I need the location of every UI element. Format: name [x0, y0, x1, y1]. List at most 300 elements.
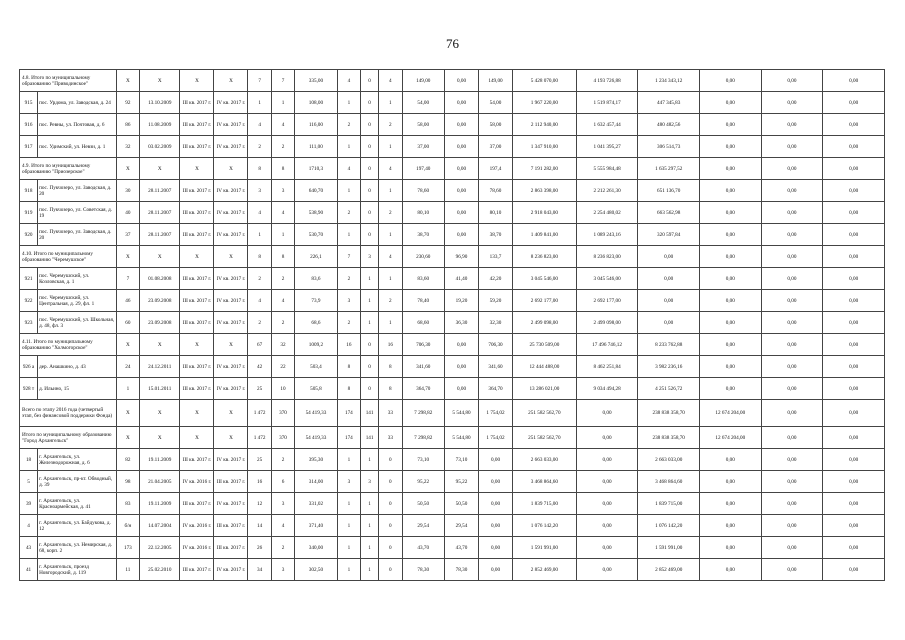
table-cell: X	[140, 70, 180, 92]
table-cell: 0	[379, 515, 402, 537]
table-cell: 2	[337, 312, 360, 334]
table-cell: 0,00	[761, 246, 823, 268]
table-cell: 530,70	[295, 224, 338, 246]
table-cell: 0,00	[761, 180, 823, 202]
table-cell: 0,00	[823, 427, 885, 449]
table-cell: X	[116, 400, 139, 427]
table-cell: 2	[271, 268, 294, 290]
table-cell: 43	[20, 537, 38, 559]
table-cell: 0,00	[638, 268, 700, 290]
table-cell: 370	[271, 400, 294, 427]
table-cell: 40	[116, 202, 139, 224]
table-cell: 28.11.2007	[140, 180, 180, 202]
table-cell: 0,00	[823, 515, 885, 537]
table-cell: 238 838 358,70	[638, 427, 700, 449]
table-cell: 0,00	[823, 136, 885, 158]
table-cell: III кв. 2017 г.	[180, 493, 214, 515]
table-cell: 0	[361, 356, 379, 378]
table-cell: 1 591 991,00	[638, 537, 700, 559]
table-cell: 920	[20, 224, 38, 246]
table-cell: б/н	[116, 515, 139, 537]
table-cell: 34	[248, 559, 271, 581]
table-cell: 1 754,02	[479, 427, 513, 449]
table-cell: 0,00	[479, 559, 513, 581]
table-cell: 22	[271, 356, 294, 378]
table-cell: 1	[116, 378, 139, 400]
table-cell: 1	[271, 92, 294, 114]
table-cell: 39	[20, 493, 38, 515]
table-cell: 4 251 526,72	[638, 378, 700, 400]
table-cell: 335,00	[295, 70, 338, 92]
table-cell: 25	[248, 378, 271, 400]
table-cell: 25.02.2010	[140, 559, 180, 581]
table-cell: 2	[379, 290, 402, 312]
table-cell: 43,70	[445, 537, 479, 559]
table-cell: 1	[361, 268, 379, 290]
table-cell: 17 496 746,12	[576, 334, 638, 356]
subtotal-label: Всего по этапу 2016 года (четвертый этап, без финансовой поддержки Фонда)	[20, 400, 117, 427]
table-cell: 1	[337, 493, 360, 515]
table-cell: 38,70	[402, 224, 445, 246]
table-cell: 50,50	[445, 493, 479, 515]
table-cell: 0,00	[479, 471, 513, 493]
table-cell: г. Архангельск, пр-кт. Обводный, д. 39	[38, 471, 117, 493]
table-cell: 83	[116, 493, 139, 515]
table-cell: 2	[248, 268, 271, 290]
table-cell: 0,00	[700, 537, 762, 559]
table-cell: 2	[337, 202, 360, 224]
table-cell: 916	[20, 114, 38, 136]
table-cell: 2 212 261,30	[576, 180, 638, 202]
table-cell: 133,7	[479, 246, 513, 268]
table-cell: 111,00	[295, 136, 338, 158]
table-cell: 0,00	[761, 114, 823, 136]
table-cell: 0	[361, 114, 379, 136]
table-cell: 0,00	[700, 290, 762, 312]
table-cell: 0,00	[445, 180, 479, 202]
table-cell: 0,00	[479, 449, 513, 471]
table-cell: 0,00	[445, 224, 479, 246]
table-cell: 2	[271, 136, 294, 158]
table-cell: 10	[271, 378, 294, 400]
resettlement-table	[19, 69, 885, 581]
table-row	[20, 202, 885, 224]
table-cell: пос. Пукчозеро, ул. Заводская, д. 20	[38, 224, 117, 246]
table-cell: 32	[116, 136, 139, 158]
table-cell: 197,40	[402, 158, 445, 180]
table-cell: 1	[337, 449, 360, 471]
table-cell: 16	[248, 471, 271, 493]
table-cell: 25	[248, 449, 271, 471]
table-cell: III кв. 2017 г.	[180, 312, 214, 334]
table-cell: 1	[361, 559, 379, 581]
table-cell: 5 555 984,48	[576, 158, 638, 180]
table-cell: 78,60	[402, 180, 445, 202]
table-cell: 24.12.2011	[140, 356, 180, 378]
table-cell: 15.01.2011	[140, 378, 180, 400]
table-cell: 0,00	[823, 493, 885, 515]
table-cell: 1 754,02	[479, 400, 513, 427]
table-cell: 5	[20, 471, 38, 493]
table-cell: 73,9	[295, 290, 338, 312]
table-cell: 86	[116, 114, 139, 136]
table-cell: 2	[271, 312, 294, 334]
table-cell: 0,00	[823, 471, 885, 493]
table-cell: 251 582 562,70	[513, 400, 577, 427]
table-cell: 0,00	[823, 559, 885, 581]
table-cell: 0,00	[445, 70, 479, 92]
table-cell: 58,00	[402, 114, 445, 136]
table-cell: 0,00	[576, 515, 638, 537]
table-cell: 0,00	[761, 70, 823, 92]
table-cell: 0,00	[761, 378, 823, 400]
table-cell: 8	[248, 246, 271, 268]
table-cell: 2 692 177,00	[513, 290, 577, 312]
table-cell: 922	[20, 290, 38, 312]
table-cell: 37	[116, 224, 139, 246]
table-cell: 3	[248, 180, 271, 202]
table-cell: 37,00	[479, 136, 513, 158]
table-row	[20, 136, 885, 158]
table-cell: 0,00	[445, 378, 479, 400]
table-cell: пос. Ревны, ул. Почтовая, д. 6	[38, 114, 117, 136]
table-cell: 371,40	[295, 515, 338, 537]
table-cell: 0,00	[761, 400, 823, 427]
table-cell: 4	[379, 70, 402, 92]
table-cell: 0,00	[700, 515, 762, 537]
table-cell: 538,90	[295, 202, 338, 224]
table-cell: X	[140, 158, 180, 180]
table-row	[20, 378, 885, 400]
table-cell: 238 838 358,70	[638, 400, 700, 427]
table-cell: 73,10	[402, 449, 445, 471]
table-cell: 58,00	[479, 114, 513, 136]
table-cell: 4	[271, 202, 294, 224]
table-cell: 12	[248, 493, 271, 515]
table-cell: 174	[337, 400, 360, 427]
table-cell: 0,00	[823, 449, 885, 471]
table-cell: 0,00	[700, 268, 762, 290]
subtotal-row	[20, 158, 885, 180]
table-cell: X	[180, 70, 214, 92]
subtotal-row	[20, 400, 885, 427]
table-cell: 32,30	[479, 312, 513, 334]
table-row	[20, 449, 885, 471]
table-cell: 2 663 033,00	[513, 449, 577, 471]
table-cell: 1	[337, 559, 360, 581]
table-cell: 0,00	[761, 356, 823, 378]
table-cell: 22.12.2005	[140, 537, 180, 559]
table-cell: 251 582 562,70	[513, 427, 577, 449]
subtotal-row	[20, 70, 885, 92]
table-cell: 0,00	[761, 312, 823, 334]
table-row	[20, 515, 885, 537]
table-cell: 3	[271, 180, 294, 202]
table-cell: 1	[361, 515, 379, 537]
table-cell: 7 298,82	[402, 400, 445, 427]
subtotal-label: 4.10. Итого по муниципальному образованию "Черемушское"	[20, 246, 117, 268]
table-cell: 19.11.2009	[140, 449, 180, 471]
table-cell: 0	[379, 471, 402, 493]
table-cell: 5 544,80	[445, 400, 479, 427]
table-cell: 0,00	[823, 268, 885, 290]
subtotal-row	[20, 334, 885, 356]
table-cell: 0,00	[823, 114, 885, 136]
table-cell: 0,00	[700, 202, 762, 224]
table-cell: 4	[248, 114, 271, 136]
table-cell: 0,00	[638, 246, 700, 268]
table-cell: 38,70	[479, 224, 513, 246]
table-cell: 1 839 715,00	[638, 493, 700, 515]
table-cell: 4	[379, 246, 402, 268]
table-cell: 1	[337, 537, 360, 559]
table-cell: 0,00	[700, 378, 762, 400]
table-cell: III кв. 2017 г.	[180, 202, 214, 224]
table-cell: IV кв. 2017 г.	[214, 136, 248, 158]
table-cell: 12 444 488,00	[513, 356, 577, 378]
table-cell: 1 041 395,27	[576, 136, 638, 158]
table-cell: III кв. 2017 г.	[180, 114, 214, 136]
table-cell: 1	[271, 224, 294, 246]
table-cell: III кв. 2017 г.	[180, 559, 214, 581]
table-cell: 29,54	[402, 515, 445, 537]
table-cell: 1 076 142,20	[638, 515, 700, 537]
table-row	[20, 356, 885, 378]
table-cell: 2	[337, 268, 360, 290]
table-cell: 54 419,33	[295, 400, 338, 427]
table-cell: 0,00	[445, 334, 479, 356]
table-cell: 1	[361, 449, 379, 471]
table-cell: 0,00	[823, 378, 885, 400]
table-cell: 0	[379, 559, 402, 581]
table-cell: 1 409 841,00	[513, 224, 577, 246]
table-cell: 108,00	[295, 92, 338, 114]
table-cell: X	[180, 334, 214, 356]
table-cell: 14	[248, 515, 271, 537]
table-cell: III кв. 2017 г.	[214, 515, 248, 537]
table-cell: 1	[337, 224, 360, 246]
table-cell: 0,00	[761, 471, 823, 493]
table-cell: III кв. 2017 г.	[180, 180, 214, 202]
table-cell: X	[214, 70, 248, 92]
table-cell: 7	[248, 70, 271, 92]
table-cell: 21.04.2005	[140, 471, 180, 493]
table-cell: 0,00	[700, 471, 762, 493]
table-cell: 302,50	[295, 559, 338, 581]
table-cell: 1	[337, 92, 360, 114]
table-cell: 0,00	[823, 334, 885, 356]
table-cell: 8 236 823,00	[576, 246, 638, 268]
table-row	[20, 493, 885, 515]
table-cell: III кв. 2017 г.	[180, 290, 214, 312]
table-cell: 2	[337, 114, 360, 136]
table-cell: 32	[271, 334, 294, 356]
table-cell: 0,00	[479, 537, 513, 559]
table-cell: 1 632 457,44	[576, 114, 638, 136]
table-cell: 0,00	[823, 246, 885, 268]
table-cell: 0	[361, 180, 379, 202]
table-cell: 0,00	[700, 224, 762, 246]
table-cell: 174	[337, 427, 360, 449]
table-cell: 24	[116, 356, 139, 378]
table-cell: 0,00	[823, 180, 885, 202]
table-cell: 918	[20, 180, 38, 202]
table-cell: X	[180, 427, 214, 449]
table-cell: 2	[271, 449, 294, 471]
page-number: 76	[446, 36, 459, 51]
table-cell: 0,00	[700, 158, 762, 180]
table-cell: 23.09.2008	[140, 312, 180, 334]
table-cell: 0	[361, 136, 379, 158]
table-cell: 12 674 204,00	[700, 400, 762, 427]
table-cell: 25 730 509,00	[513, 334, 577, 356]
table-cell: г. Архангельск, ул. Красноармейская, д. 41	[38, 493, 117, 515]
table-cell: X	[116, 70, 139, 92]
table-cell: III кв. 2017 г.	[214, 471, 248, 493]
table-cell: 11.08.2009	[140, 114, 180, 136]
table-cell: 2 852 469,00	[638, 559, 700, 581]
table-cell: 3 045 546,00	[576, 268, 638, 290]
table-cell: 4 193 726,88	[576, 70, 638, 92]
table-cell: 41	[20, 559, 38, 581]
table-cell: 8	[379, 378, 402, 400]
table-cell: пос. Черемушский, ул. Школьная, д. 48, фл. 3	[38, 312, 117, 334]
table-cell: III кв. 2017 г.	[180, 378, 214, 400]
table-cell: 9 034 494,28	[576, 378, 638, 400]
table-cell: 1	[248, 224, 271, 246]
table-cell: 141	[361, 400, 379, 427]
table-cell: 0,00	[638, 290, 700, 312]
table-cell: 1 519 874,17	[576, 92, 638, 114]
table-cell: 03.02.2009	[140, 136, 180, 158]
table-cell: 92	[116, 92, 139, 114]
table-cell: 7 298,82	[402, 427, 445, 449]
table-cell: г. Архангельск, проезд Новгородский, д. 119	[38, 559, 117, 581]
table-cell: IV кв. 2017 г.	[214, 378, 248, 400]
table-cell: 42	[248, 356, 271, 378]
table-cell: 0	[361, 334, 379, 356]
table-cell: пос. Урдома, ул. Заводская, д. 24	[38, 92, 117, 114]
table-cell: 8	[379, 356, 402, 378]
table-cell: 29,54	[445, 515, 479, 537]
table-cell: 640,70	[295, 180, 338, 202]
table-cell: 68,60	[402, 312, 445, 334]
table-cell: 0,00	[700, 559, 762, 581]
table-cell: 3 468 864,60	[638, 471, 700, 493]
table-cell: 28.11.2007	[140, 224, 180, 246]
table-cell: IV кв. 2017 г.	[214, 92, 248, 114]
table-cell: 0,00	[700, 493, 762, 515]
table-cell: 1710,3	[295, 158, 338, 180]
table-cell: 0,00	[761, 202, 823, 224]
table-cell: X	[116, 334, 139, 356]
table-cell: 0,00	[700, 312, 762, 334]
table-cell: 1	[361, 312, 379, 334]
table-cell: 8	[271, 158, 294, 180]
table-cell: 1009,2	[295, 334, 338, 356]
table-cell: 0,00	[761, 515, 823, 537]
table-cell: 4	[337, 70, 360, 92]
table-cell: 116,00	[295, 114, 338, 136]
table-cell: 7	[337, 246, 360, 268]
table-cell: X	[180, 246, 214, 268]
table-cell: 706,30	[479, 334, 513, 356]
table-cell: пос. Черемушский, ул. Козловская, д. 1	[38, 268, 117, 290]
table-cell: 928 т	[20, 378, 38, 400]
table-cell: 0,00	[761, 290, 823, 312]
table-cell: 78,30	[445, 559, 479, 581]
table-cell: пос. Удимский, ул. Невзи, д. 1	[38, 136, 117, 158]
table-cell: 0,00	[700, 246, 762, 268]
table-cell: 13.10.2009	[140, 92, 180, 114]
table-cell: 651 136,70	[638, 180, 700, 202]
table-cell: 1	[361, 290, 379, 312]
table-cell: 95,22	[402, 471, 445, 493]
table-cell: 0,00	[700, 114, 762, 136]
table-cell: X	[214, 427, 248, 449]
table-cell: IV кв. 2017 г.	[214, 202, 248, 224]
table-cell: 0	[361, 92, 379, 114]
table-cell: 59,20	[479, 290, 513, 312]
table-cell: 3	[361, 471, 379, 493]
table-cell: X	[180, 400, 214, 427]
table-cell: X	[116, 427, 139, 449]
table-cell: г. Архангельск, ул. Немирская, д. 68, корп. 2	[38, 537, 117, 559]
table-cell: 2 499 098,00	[576, 312, 638, 334]
table-cell: 0,00	[700, 136, 762, 158]
table-cell: 8	[337, 356, 360, 378]
table-cell: 2	[379, 202, 402, 224]
table-cell: 43,70	[402, 537, 445, 559]
table-row	[20, 559, 885, 581]
table-cell: 54,00	[479, 92, 513, 114]
table-cell: 1 591 991,00	[513, 537, 577, 559]
table-cell: 2 852 469,00	[513, 559, 577, 581]
table-cell: 4	[248, 290, 271, 312]
table-cell: 0,00	[445, 114, 479, 136]
table-row	[20, 537, 885, 559]
subtotal-label: 4.11. Итого по муниципальному образованию "Холмогорское"	[20, 334, 117, 356]
table-cell: 78,30	[402, 559, 445, 581]
table-cell: 0,00	[445, 92, 479, 114]
table-cell: III кв. 2017 г.	[180, 449, 214, 471]
table-cell: 0,00	[761, 92, 823, 114]
table-row	[20, 290, 885, 312]
table-cell: 923	[20, 312, 38, 334]
table-cell: 1	[379, 180, 402, 202]
table-cell: 2 254 480,02	[576, 202, 638, 224]
table-cell: 8	[248, 158, 271, 180]
table-cell: IV кв. 2017 г.	[214, 290, 248, 312]
table-cell: г. Архангельск, ул. Железнодорожная, д. 6	[38, 449, 117, 471]
table-cell: 0,00	[823, 92, 885, 114]
table-cell: 19,20	[445, 290, 479, 312]
table-cell: 0,00	[576, 471, 638, 493]
table-cell: 0,00	[823, 400, 885, 427]
table-cell: 1	[379, 136, 402, 158]
table-row	[20, 92, 885, 114]
table-cell: 3	[337, 290, 360, 312]
table-cell: 0	[361, 158, 379, 180]
table-cell: 7 191 282,00	[513, 158, 577, 180]
table-cell: 4	[271, 515, 294, 537]
table-cell: 0	[379, 449, 402, 471]
table-cell: 149,00	[402, 70, 445, 92]
subtotal-row	[20, 246, 885, 268]
table-cell: 0,00	[576, 400, 638, 427]
table-cell: пос. Пукчозеро, ул. Советская, д. 19	[38, 202, 117, 224]
subtotal-label: 4.8. Итого по муниципальному образованию "Приводинское"	[20, 70, 117, 92]
